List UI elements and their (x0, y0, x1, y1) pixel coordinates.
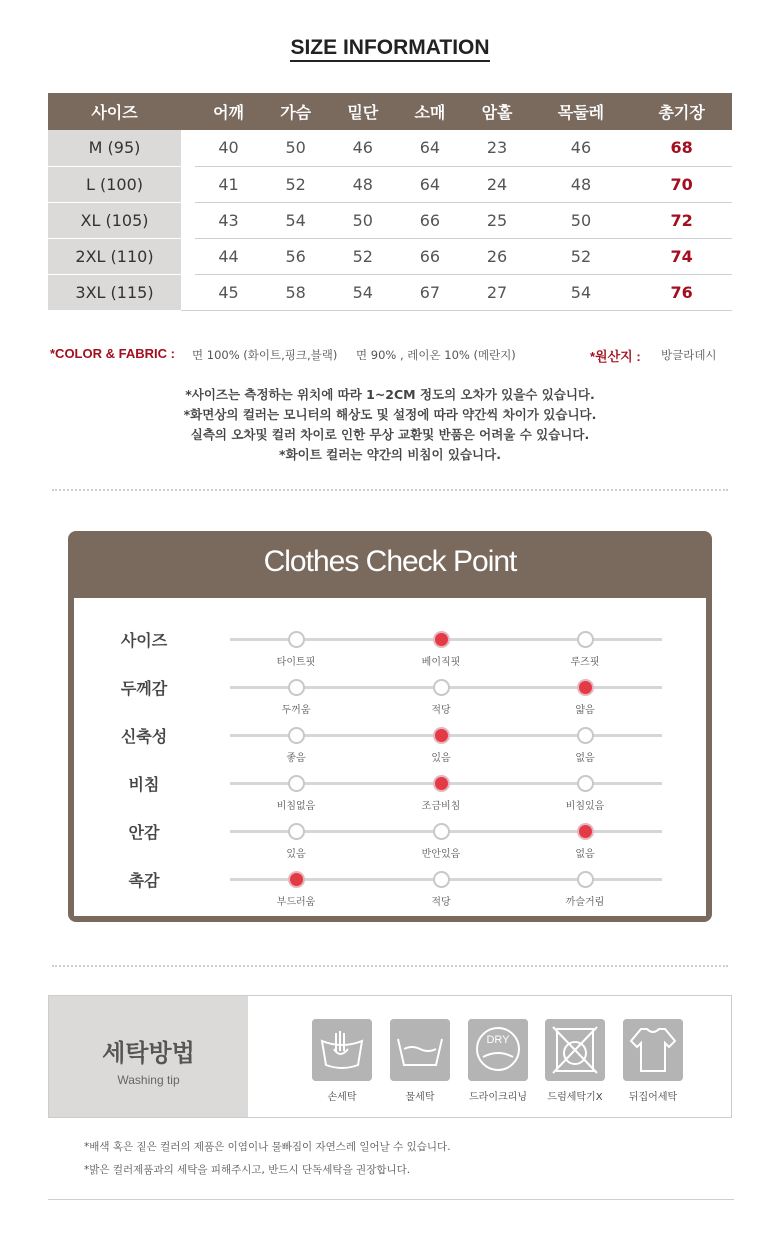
check-option-label: 비침없음 (276, 801, 316, 812)
check-label: 안감 (128, 823, 160, 842)
cell-armhole: 24 (464, 166, 531, 202)
cell-neck: 54 (531, 274, 632, 310)
check-option-label: 좋음 (286, 753, 306, 764)
check-dot (288, 679, 305, 696)
header-armhole: 암홀 (464, 93, 531, 130)
washing-label: 드럼세탁기X (547, 1092, 603, 1103)
check-option-label: 비침있음 (565, 801, 605, 812)
check-option-label: 있음 (286, 849, 306, 860)
check-label: 촉감 (128, 871, 160, 890)
check-dot (288, 727, 305, 744)
cell-length: 76 (631, 274, 732, 310)
washing-label: 드라이크리닝 (469, 1092, 527, 1103)
table-row (48, 130, 732, 166)
cell-hem: 50 (329, 202, 396, 238)
cell-shoulder: 45 (195, 274, 262, 310)
cell-neck: 50 (531, 202, 632, 238)
note-line: *화이트 컬러는 약간의 비침이 있습니다. (279, 447, 501, 462)
washing-label: 물세탁 (405, 1092, 435, 1103)
cell-armhole: 23 (464, 130, 531, 166)
check-option-label: 반안있음 (421, 849, 461, 860)
size-table-header (48, 93, 732, 130)
footnote: *배색 혹은 짙은 컬러의 제품은 이염이나 물빠짐이 자연스레 일어날 수 있습니다. (84, 1141, 451, 1153)
cell-size: 3XL (115) (48, 274, 181, 310)
check-option-label: 조금비침 (421, 801, 461, 812)
check-option-label: 있음 (431, 753, 451, 764)
check-dot-selected (577, 823, 594, 840)
cell-neck: 52 (531, 238, 632, 274)
cell-size: M (95) (48, 130, 181, 166)
cell-size: XL (105) (48, 202, 181, 238)
cell-chest: 54 (262, 202, 329, 238)
washing-item (545, 1019, 607, 1103)
cell-chest: 50 (262, 130, 329, 166)
check-dot (288, 775, 305, 792)
check-option-label: 없음 (575, 753, 595, 764)
washing-header (49, 996, 248, 1117)
washing-item (468, 1019, 530, 1103)
cell-hem: 46 (329, 130, 396, 166)
washing-label: 뒤집어세탁 (628, 1092, 678, 1103)
cell-length: 70 (631, 166, 732, 202)
check-dot-selected (288, 871, 305, 888)
divider (52, 489, 728, 491)
cell-gap (181, 166, 195, 202)
check-option-label: 적당 (431, 705, 451, 716)
fabric-value: 면 90% , 레이온 10% (메란지) (356, 348, 516, 362)
check-label: 두께감 (120, 679, 168, 698)
check-dot (577, 775, 594, 792)
origin-value: 방글라데시 (661, 348, 717, 362)
check-dot (433, 679, 450, 696)
size-table (48, 93, 732, 311)
cell-neck: 48 (531, 166, 632, 202)
cell-sleeve: 64 (396, 130, 463, 166)
table-row (48, 166, 732, 202)
color-value: 면 100% (화이트,핑크,블랙) (192, 348, 338, 362)
washing-item (390, 1019, 452, 1103)
check-dot-selected (433, 631, 450, 648)
page-title: SIZE INFORMATION (0, 36, 780, 60)
check-option-label: 얇음 (575, 705, 595, 716)
svg-text:DRY: DRY (486, 1034, 510, 1046)
cell-gap (181, 238, 195, 274)
check-option-label: 적당 (431, 897, 451, 908)
check-dot (433, 823, 450, 840)
cell-hem: 52 (329, 238, 396, 274)
washing-label: 손세탁 (327, 1092, 357, 1103)
check-dot (288, 823, 305, 840)
cell-gap (181, 274, 195, 310)
cell-neck: 46 (531, 130, 632, 166)
check-option-label: 타이트핏 (276, 657, 316, 668)
table-row (48, 274, 732, 310)
cell-size: 2XL (110) (48, 238, 181, 274)
check-option-label: 루즈핏 (570, 657, 600, 668)
cell-chest: 58 (262, 274, 329, 310)
check-option-label: 베이직핏 (421, 657, 461, 668)
check-dot (577, 631, 594, 648)
check-dot (577, 871, 594, 888)
check-dot (577, 727, 594, 744)
no-drum-washer-icon (545, 1019, 605, 1081)
cell-sleeve: 66 (396, 238, 463, 274)
inside-out-wash-icon (623, 1019, 683, 1081)
cell-sleeve: 67 (396, 274, 463, 310)
check-row (74, 725, 706, 773)
cell-size: L (100) (48, 166, 181, 202)
check-row (74, 629, 706, 677)
note-line: 실측의 오차및 컬러 차이로 인한 무상 교환및 반품은 어려울 수 있습니다. (190, 427, 590, 442)
check-dot-selected (433, 775, 450, 792)
fabric-info (50, 346, 730, 364)
check-dot-selected (577, 679, 594, 696)
cell-chest: 56 (262, 238, 329, 274)
header-hem: 밑단 (329, 93, 396, 130)
cell-length: 74 (631, 238, 732, 274)
size-notes (0, 385, 780, 465)
divider (52, 965, 728, 967)
cell-shoulder: 44 (195, 238, 262, 274)
check-dot (288, 631, 305, 648)
cell-shoulder: 41 (195, 166, 262, 202)
table-row (48, 202, 732, 238)
washing-section (48, 995, 732, 1118)
cell-hem: 54 (329, 274, 396, 310)
check-option-label: 없음 (575, 849, 595, 860)
check-label: 신축성 (120, 727, 168, 746)
check-row (74, 677, 706, 725)
check-option-label: 까슬거림 (565, 897, 605, 908)
cell-hem: 48 (329, 166, 396, 202)
washing-title: 세탁방법 (102, 1039, 195, 1067)
check-label: 비침 (128, 775, 160, 794)
note-line: *화면상의 컬러는 모니터의 해상도 및 설정에 따라 약간씩 차이가 있습니다. (183, 407, 597, 422)
cell-armhole: 26 (464, 238, 531, 274)
washing-item (623, 1019, 685, 1103)
machine-wash-icon (390, 1019, 450, 1081)
fabric-label: *COLOR & FABRIC : (50, 346, 175, 361)
header-gap (181, 93, 195, 130)
header-size: 사이즈 (48, 93, 181, 130)
check-option-label: 부드러움 (276, 897, 316, 908)
dry-clean-icon (468, 1019, 528, 1081)
cell-gap (181, 202, 195, 238)
check-dot-selected (433, 727, 450, 744)
cell-gap (181, 130, 195, 166)
check-row (74, 773, 706, 821)
header-length: 총기장 (631, 93, 732, 130)
check-dot (433, 871, 450, 888)
washing-subtitle: Washing tip (117, 1073, 180, 1087)
check-row (74, 869, 706, 917)
note-line: *사이즈는 측정하는 위치에 따라 1~2CM 정도의 오차가 있을수 있습니다. (185, 387, 595, 402)
table-row (48, 238, 732, 274)
hand-wash-icon (312, 1019, 372, 1081)
header-chest: 가슴 (262, 93, 329, 130)
check-point-body (74, 598, 706, 916)
cell-armhole: 27 (464, 274, 531, 310)
header-sleeve: 소매 (396, 93, 463, 130)
cell-sleeve: 64 (396, 166, 463, 202)
cell-shoulder: 40 (195, 130, 262, 166)
check-point-title: Clothes Check Point (263, 545, 517, 578)
header-neck: 목둘레 (531, 93, 632, 130)
footnote: *밝은 컬러제품과의 세탁을 피해주시고, 반드시 단독세탁을 권장합니다. (84, 1164, 411, 1176)
cell-chest: 52 (262, 166, 329, 202)
cell-length: 68 (631, 130, 732, 166)
washing-item (312, 1019, 374, 1103)
check-label: 사이즈 (120, 631, 168, 650)
origin-label: *원산지 : (590, 349, 641, 364)
cell-length: 72 (631, 202, 732, 238)
cell-shoulder: 43 (195, 202, 262, 238)
check-row (74, 821, 706, 869)
check-option-label: 두꺼움 (281, 705, 311, 716)
cell-sleeve: 66 (396, 202, 463, 238)
bottom-divider (48, 1199, 734, 1200)
check-point-panel (68, 531, 712, 922)
cell-armhole: 25 (464, 202, 531, 238)
header-shoulder: 어깨 (195, 93, 262, 130)
